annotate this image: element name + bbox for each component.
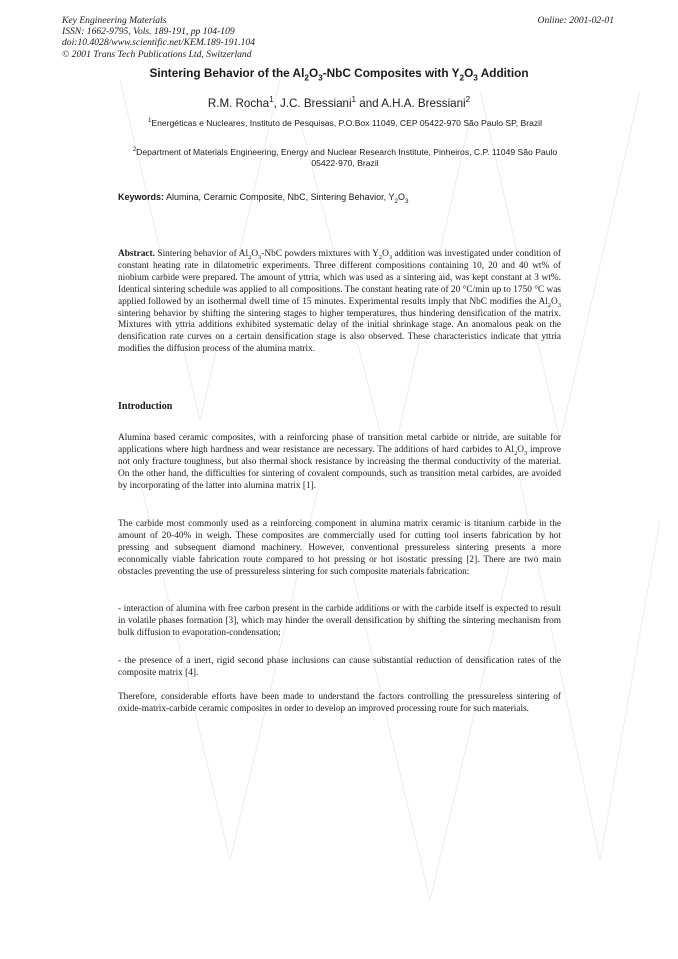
abstract: Abstract. Sintering behavior of $Al_2O_3$-NbC powders mixtures with $Y_2O_3$ addition was investigated under condition of constant heating rate in dilatometric experiments. Three different compositions containing 10, 20 and 40 wt% of niobium carbide were prepared. The amount of yttria, which was used as a sintering aid, was kept constant at 3 wt%. Identical sintering schedule was applied to all compositions. The constant heating rate of 20 °C/min up to 1750 °C was applied followed by an isothermal dwell time of 15 minutes. Experimental results imply that NbC modifies the $Al_2O_3$ sintering behavior by shifting the sintering stages to higher temperatures, thus hindering densification of the matrix. Mixtures with yttria additions exhibited systematic delay of the initial shrinkage stage. An anomalous peak on the densification rate curves on a certain densification stage is also observed. These characteristics indicate that yttria modifies the diffusion process of the alumina matrix. xyxy=(118,249,561,355)
journal-name: Key Engineering Materials xyxy=(62,15,167,26)
keywords-label: Keywords: xyxy=(118,192,165,202)
paragraph-5: Therefore, considerable efforts have been made to understand the factors controlling the pressureless sintering of oxide-matrix-carbide ceramic composites in order to develop an improved processing route for such materials. xyxy=(118,692,561,714)
paragraph-2: The carbide most commonly used as a reinforcing component in alumina matrix ceramic is titanium carbide in the amount of 20-40% in weigh. These composites are commercially used for cutting tool inserts fabrication by hot pressing and subsequent diamond machinery. However, conventional pressureless sintering presents a more economically viable fabrication route compared to hot pressing or hot isostatic pressing [2]. There are two main obstacles preventing the use of pressureless sintering for such composite materials fabrication: xyxy=(118,519,561,577)
paragraph-4: - the presence of a inert, rigid second phase inclusions can cause substantial reduction of densification rates of the composite matrix [4]. xyxy=(118,656,561,678)
copyright-line: © 2001 Trans Tech Publications Ltd, Switzerland xyxy=(62,48,252,60)
paragraph-3: - interaction of alumina with free carbon present in the carbide additions or with the carbide itself is expected to result in volatile phases formation [3], which may hinder the overall densification by shifting the sintering mechanism from bulk diffusion to evaporation-condensation; xyxy=(118,604,561,638)
abstract-label: Abstract. xyxy=(118,249,155,259)
issn-line: ISSN: 1662-9795, Vols. 189-191, pp 104-109 xyxy=(62,26,235,38)
affiliation-1: $^1$Energéticas e Nucleares, Instituto de Pesquisas, P.O.Box 11049, CEP 05422-970 São Paulo SP, Brazil xyxy=(148,118,542,128)
doi-link[interactable]: doi:10.4028/www.scientific.net/KEM.189-191.104 xyxy=(62,37,256,49)
keywords: Keywords: Alumina, Ceramic Composite, NbC, Sintering Behavior, $Y_2O_3$ xyxy=(118,192,409,205)
section-heading-introduction: Introduction xyxy=(118,401,173,412)
author-list: R.M. Rocha$^1$, J.C. Bressiani$^1$ and A.H.A. Bressiani$^2$ xyxy=(207,95,471,110)
affiliation-2: $^2$Department of Materials Engineering, Energy and Nuclear Research Institute, Pinheiros, C.P. 11049 São Paulo 05422-970, Brazil xyxy=(132,147,558,168)
online-date: Online: 2001-02-01 xyxy=(537,15,614,26)
paragraph-1: Alumina based ceramic composites, with a reinforcing phase of transition metal carbide or nitride, are suitable for applications where high hardness and wear resistance are necessary. The additions of hard carbides to $Al_2O_3$ improve not only fracture toughness, but also thermal shock resistance by increasing the thermal conductivity of the material. On the other hand, the difficulties for sintering of covalent compounds, such as transition metal carbides, are avoided by incorporating of the latter into alumina matrix [1]. xyxy=(118,433,561,491)
paper-title: Sintering Behavior of the $Al_2O_3$-NbC Composites with $Y_2O_3$ Addition xyxy=(149,66,529,83)
